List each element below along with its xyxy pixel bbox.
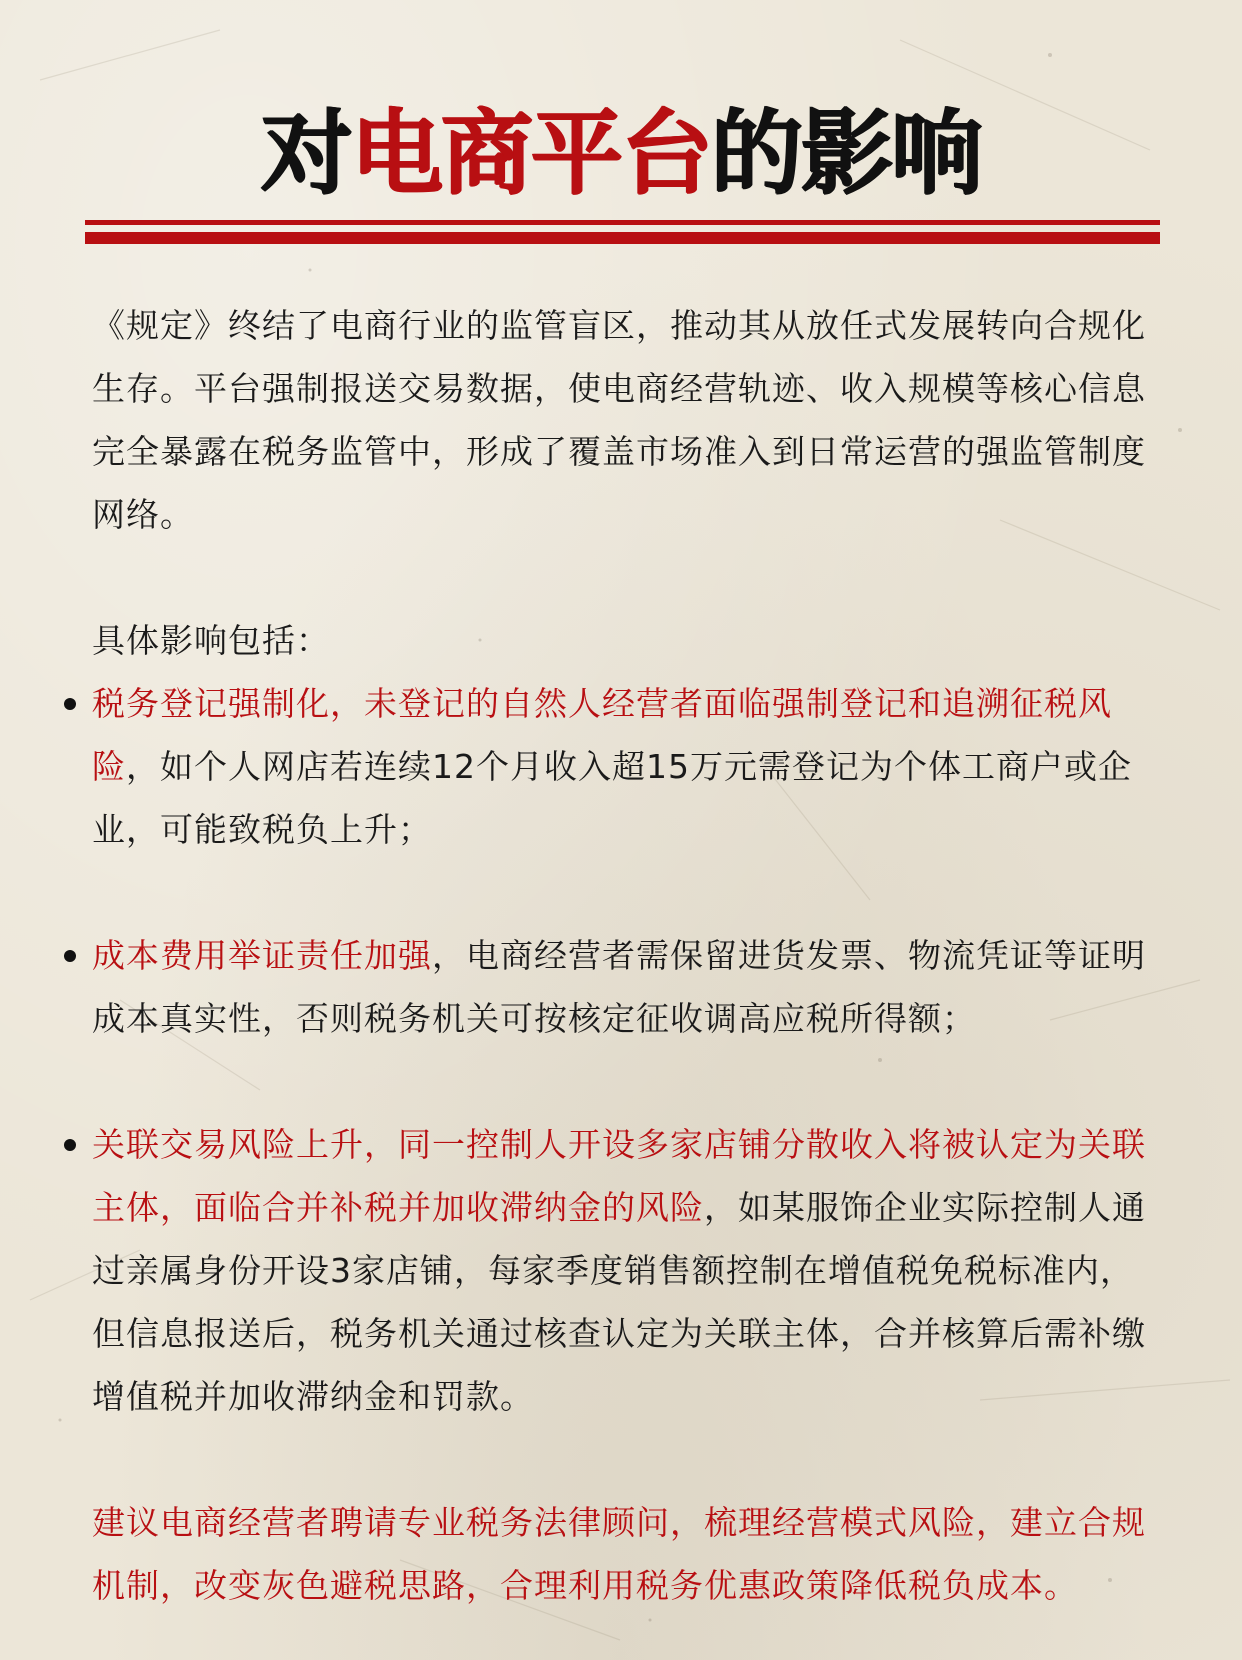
intro-paragraph: 《规定》终结了电商行业的监管盲区，推动其从放任式发展转向合规化生存。平台强制报送交易数据，使电商经营轨迹、收入规模等核心信息完全暴露在税务监管中，形成了覆盖市场准入到日常运营的强监管制度网络。 [92, 306, 1146, 534]
title-divider-thin [85, 220, 1160, 225]
bullet-text: ，如个人网店若连续12个月收入超15万元需登记为个体工商户或企业，可能致税负上升； [92, 747, 1132, 849]
bullet-highlight: 税务登记强制化，未登记的自然人经营者面临强制登记和追溯征税风险 [92, 684, 1112, 786]
bullet-highlight: 成本费用举证责任加强 [92, 936, 432, 975]
bullet-highlight: 关联交易风险上升，同一控制人开设多家店铺分散收入将被认定为关联主体，面临合并补税并加收滞纳金的风险 [92, 1125, 1146, 1227]
bullet-item-3 [92, 1113, 1156, 1428]
title-part-1: 对 [260, 100, 351, 207]
bullet-dot [64, 950, 76, 962]
bullet-dot [64, 1139, 76, 1151]
advice-paragraph: 建议电商经营者聘请专业税务法律顾问，梳理经营模式风险，建立合规机制，改变灰色避税思路，合理利用税务优惠政策降低税负成本。 [92, 1503, 1146, 1605]
bullet-dot [64, 698, 76, 710]
title-part-3: 的影响 [711, 100, 982, 207]
title-part-2: 电商平台 [350, 100, 711, 207]
page-title [0, 100, 1242, 207]
bullet-item-1 [92, 672, 1156, 861]
bullet-text: ，如某服饰企业实际控制人通过亲属身份开设3家店铺，每家季度销售额控制在增值税免税标准内，但信息报送后，税务机关通过核查认定为关联主体，合并核算后需补缴增值税并加收滞纳金和罚款。 [92, 1188, 1146, 1416]
bullet-item-2 [92, 924, 1156, 1050]
bullet-text: ，电商经营者需保留进货发票、物流凭证等证明成本真实性，否则税务机关可按核定征收调高应税所得额； [92, 936, 1146, 1038]
article-body [92, 294, 1156, 1617]
title-divider-thick [85, 232, 1160, 244]
lead-text: 具体影响包括： [92, 621, 330, 660]
